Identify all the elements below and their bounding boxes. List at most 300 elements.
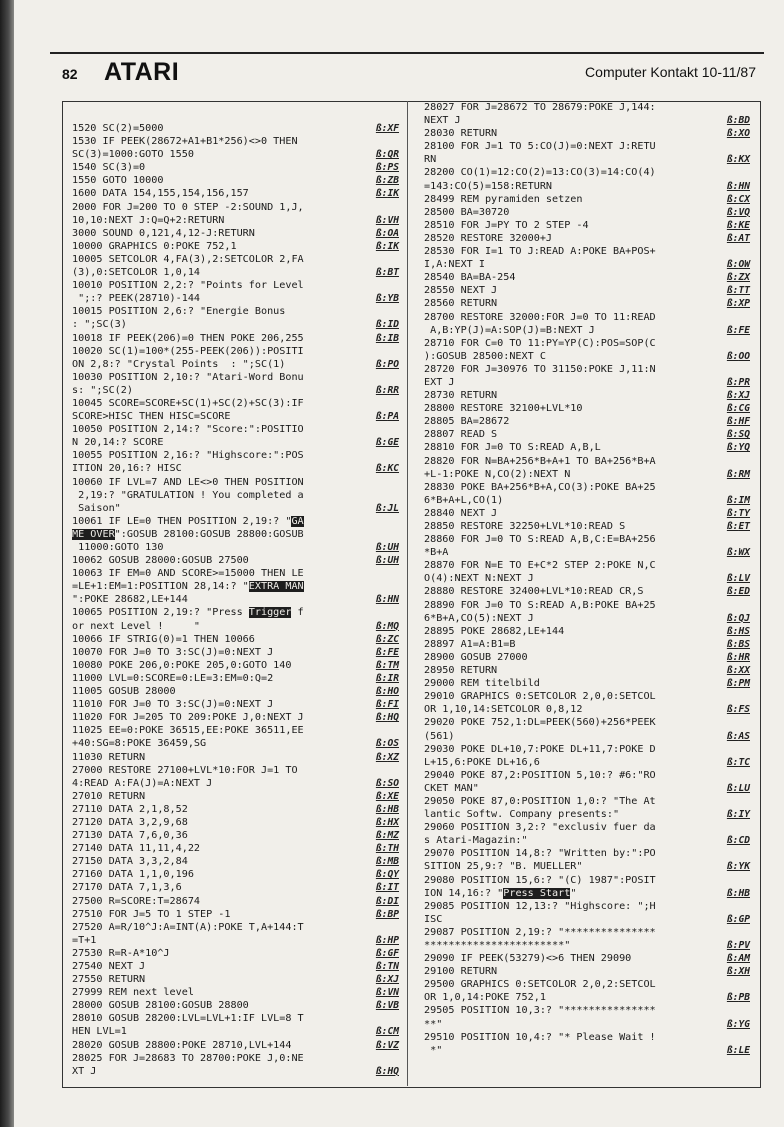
checksum-value: TY <box>738 507 750 519</box>
checksum-marker: ß: <box>375 123 388 134</box>
checksum-code <box>376 554 399 567</box>
code-text: 10045 SCORE=SCORE+SC(1)+SC(2)+SC(3):IF <box>72 397 304 409</box>
checksum-value: GP <box>738 913 750 925</box>
code-text: 27530 R=R-A*10^J <box>72 947 170 959</box>
code-text: 29087 POSITION 2,19:? "*************** <box>424 926 656 938</box>
code-text: 28010 GOSUB 28200:LVL=LVL+1:IF LVL=8 T <box>72 1013 304 1025</box>
checksum-value: IR <box>387 672 399 684</box>
checksum-marker: ß: <box>375 437 388 449</box>
code-line <box>72 711 399 724</box>
code-line <box>72 855 399 868</box>
code-text: HEN LVL=1 <box>72 1026 127 1038</box>
code-line <box>424 572 750 585</box>
code-text: 28800 RESTORE 32100+LVL*10 <box>424 403 583 415</box>
code-line <box>424 651 750 664</box>
checksum-value: TH <box>387 843 399 855</box>
code-text: : ";SC(3) <box>72 319 127 331</box>
code-line <box>72 410 399 423</box>
code-text: SITION 25,9:? "B. MUELLER" <box>424 861 583 873</box>
code-line <box>424 1018 750 1031</box>
checksum-value: KE <box>738 219 750 231</box>
code-text: 27140 DATA 11,11,4,22 <box>72 843 201 855</box>
checksum-code <box>376 620 399 633</box>
code-line <box>424 153 750 166</box>
checksum-marker: ß: <box>375 803 388 815</box>
code-line <box>424 494 750 507</box>
code-line <box>72 868 399 881</box>
checksum-value: IK <box>387 240 399 252</box>
code-line <box>72 214 399 227</box>
code-line <box>424 585 750 598</box>
checksum-code <box>727 1018 750 1031</box>
code-text: 28500 BA=30720 <box>424 206 510 218</box>
code-text-tail: ":GOSUB 28100:GOSUB 28800:GOSUB <box>114 528 304 540</box>
checksum-code <box>727 284 750 297</box>
checksum-marker: ß: <box>726 272 739 284</box>
checksum-marker: ß: <box>375 502 388 514</box>
checksum-marker: ß: <box>375 555 388 567</box>
column-divider <box>407 101 408 1086</box>
code-line <box>72 947 399 960</box>
checksum-value: XJ <box>387 974 399 986</box>
checksum-marker: ß: <box>726 953 739 965</box>
journal-issue: Computer Kontakt 10-11/87 <box>585 64 756 80</box>
code-text: **" <box>424 1018 443 1030</box>
checksum-code <box>376 842 399 855</box>
code-text: +40:SG=8:POKE 36459,SG <box>72 738 207 750</box>
checksum-value: ZB <box>387 175 399 187</box>
code-line <box>424 428 750 441</box>
checksum-marker: ß: <box>375 659 388 671</box>
checksum-marker: ß: <box>726 730 739 742</box>
code-text: 29000 REM titelbild <box>424 678 540 690</box>
checksum-value: HB <box>387 803 399 815</box>
code-line <box>424 193 750 206</box>
checksum-code <box>727 153 750 166</box>
code-line <box>424 874 750 887</box>
checksum-marker: ß: <box>726 259 739 271</box>
code-text: =T+1 <box>72 934 97 946</box>
code-line <box>72 737 399 750</box>
checksum-value: WX <box>738 547 750 559</box>
checksum-code <box>727 625 750 638</box>
checksum-marker: ß: <box>375 594 388 606</box>
code-line <box>424 965 750 978</box>
checksum-value: AT <box>738 232 750 244</box>
code-line <box>72 567 399 580</box>
checksum-value: AS <box>738 730 750 742</box>
code-text: 28840 NEXT J <box>424 507 498 519</box>
code-text: 10020 SC(1)=100*(255-PEEK(206)):POSITI <box>72 345 304 357</box>
checksum-marker: ß: <box>375 777 388 789</box>
checksum-code <box>727 638 750 651</box>
code-line <box>424 415 750 428</box>
code-line <box>72 515 399 528</box>
checksum-value: ZX <box>738 272 750 284</box>
code-line <box>72 318 399 331</box>
checksum-value: BD <box>738 115 750 127</box>
checksum-marker: ß: <box>726 913 739 925</box>
code-line <box>424 402 750 415</box>
checksum-value: FE <box>387 646 399 658</box>
checksum-code <box>376 908 399 921</box>
code-line <box>424 978 750 991</box>
checksum-code <box>376 318 399 331</box>
checksum-marker: ß: <box>375 1065 388 1077</box>
code-text: 3000 SOUND 0,121,4,12-J:RETURN <box>72 227 255 239</box>
code-line <box>424 271 750 284</box>
checksum-code <box>727 664 750 677</box>
code-line <box>72 332 399 345</box>
code-text: 28897 A1=A:B1=B <box>424 638 516 650</box>
code-text: 27130 DATA 7,6,0,36 <box>72 830 188 842</box>
checksum-value: ED <box>738 586 750 598</box>
code-line <box>72 305 399 318</box>
checksum-code <box>727 258 750 271</box>
code-line <box>424 808 750 821</box>
code-text: 10010 POSITION 2,2:? "Points for Level <box>72 280 304 292</box>
checksum-value: XF <box>387 123 399 134</box>
code-line <box>72 908 399 921</box>
code-line <box>72 1012 399 1025</box>
code-line <box>72 724 399 737</box>
checksum-code <box>376 1025 399 1038</box>
code-line <box>72 227 399 240</box>
checksum-code <box>376 777 399 790</box>
code-line <box>72 1065 399 1078</box>
checksum-marker: ß: <box>375 319 388 331</box>
checksum-marker: ß: <box>375 934 388 946</box>
code-line <box>72 384 399 397</box>
checksum-code <box>727 468 750 481</box>
code-line <box>424 887 750 900</box>
checksum-code <box>376 646 399 659</box>
checksum-code <box>376 999 399 1012</box>
checksum-code <box>727 939 750 952</box>
code-text: 10060 IF LVL=7 AND LE<>0 THEN POSITION <box>72 476 304 488</box>
code-text: 6*B+A+L,CO(1) <box>424 494 504 506</box>
checksum-value: YQ <box>738 442 750 454</box>
checksum-code <box>727 913 750 926</box>
code-text: 27540 NEXT J <box>72 961 146 972</box>
code-line <box>72 554 399 567</box>
code-text: 28550 NEXT J <box>424 285 498 297</box>
code-line <box>424 166 750 179</box>
code-text: 28510 FOR J=PY TO 2 STEP -4 <box>424 219 589 231</box>
code-text: 11005 GOSUB 28000 <box>72 686 176 698</box>
checksum-code <box>727 114 750 127</box>
code-text: 27000 RESTORE 27100+LVL*10:FOR J=1 TO <box>72 764 298 776</box>
code-text: OR 1,10,14:SETCOLOR 0,8,12 <box>424 704 583 716</box>
checksum-code <box>376 187 399 200</box>
code-text: 10015 POSITION 2,6:? "Energie Bonus <box>72 306 286 318</box>
checksum-marker: ß: <box>375 411 388 423</box>
checksum-value: TT <box>738 285 750 297</box>
code-line <box>424 533 750 546</box>
code-text: 10030 POSITION 2,10:? "Atari-Word Bonu <box>72 371 304 383</box>
code-line <box>72 240 399 253</box>
checksum-value: HQ <box>387 712 399 724</box>
code-line <box>72 528 399 541</box>
code-text: XT J <box>72 1065 97 1077</box>
code-text: 28830 POKE BA+256*B+A,CO(3):POKE BA+25 <box>424 481 656 493</box>
checksum-code <box>727 651 750 664</box>
checksum-code <box>727 180 750 193</box>
checksum-value: OO <box>738 350 750 362</box>
code-line <box>424 743 750 756</box>
code-line <box>72 633 399 646</box>
checksum-code <box>376 711 399 724</box>
checksum-value: MB <box>387 856 399 868</box>
checksum-value: HO <box>387 686 399 698</box>
checksum-code <box>727 271 750 284</box>
checksum-value: ZC <box>387 633 399 645</box>
checksum-code <box>727 127 750 140</box>
code-line <box>72 122 399 135</box>
code-text: 11030 RETURN <box>72 751 146 763</box>
checksum-marker: ß: <box>726 494 739 506</box>
code-text: 28020 GOSUB 28800:POKE 28710,LVL+144 <box>72 1039 292 1051</box>
code-line <box>424 389 750 402</box>
code-line <box>72 685 399 698</box>
checksum-code <box>376 410 399 423</box>
checksum-marker: ß: <box>375 542 388 553</box>
checksum-code <box>727 677 750 690</box>
code-text: 28000 GOSUB 28100:GOSUB 28800 <box>72 1000 249 1012</box>
checksum-value: KX <box>738 154 750 166</box>
checksum-code <box>376 266 399 279</box>
code-line <box>72 698 399 711</box>
code-line <box>424 324 750 337</box>
checksum-value: PO <box>387 358 399 370</box>
code-line <box>72 777 399 790</box>
code-line <box>424 664 750 677</box>
checksum-code <box>727 441 750 454</box>
checksum-value: TN <box>387 961 399 972</box>
checksum-value: CD <box>738 835 750 847</box>
code-line <box>424 219 750 232</box>
checksum-code <box>727 991 750 1004</box>
checksum-marker: ß: <box>375 686 388 698</box>
checksum-value: VN <box>387 987 399 999</box>
code-line <box>72 803 399 816</box>
code-line <box>72 449 399 462</box>
code-line <box>424 441 750 454</box>
checksum-value: VZ <box>387 1039 399 1051</box>
checksum-value: RR <box>387 384 399 396</box>
checksum-marker: ß: <box>375 987 388 999</box>
checksum-marker: ß: <box>726 507 739 519</box>
code-text: 29010 GRAPHICS 0:SETCOLOR 2,0,0:SETCOL <box>424 691 656 703</box>
checksum-code <box>727 756 750 769</box>
code-line <box>424 847 750 860</box>
checksum-value: CG <box>738 403 750 415</box>
code-text: NEXT J <box>424 115 461 127</box>
code-line <box>72 279 399 292</box>
checksum-value: GE <box>387 437 399 449</box>
code-text: ":POKE 28682,LE+144 <box>72 594 188 606</box>
checksum-code <box>727 350 750 363</box>
code-text: 28025 FOR J=28683 TO 28700:POKE J,0:NE <box>72 1052 304 1064</box>
checksum-code <box>376 436 399 449</box>
code-line <box>72 541 399 554</box>
code-text: *B+A <box>424 547 449 559</box>
checksum-value: LE <box>738 1044 750 1056</box>
code-text: 28860 FOR J=0 TO S:READ A,B,C:E=BA+256 <box>424 534 656 546</box>
code-text: 29050 POKE 87,0:POSITION 1,0:? "The At <box>424 795 656 807</box>
checksum-marker: ß: <box>375 672 388 684</box>
checksum-code <box>727 494 750 507</box>
checksum-marker: ß: <box>375 816 388 828</box>
code-text: 27120 DATA 3,2,9,68 <box>72 816 188 828</box>
code-text: 28100 FOR J=1 TO 5:CO(J)=0:NEXT J:RETU <box>424 141 656 153</box>
code-text: s: ";SC(2) <box>72 384 133 396</box>
code-line <box>72 659 399 672</box>
checksum-marker: ß: <box>726 651 739 663</box>
code-line <box>424 913 750 926</box>
code-text: I,A:NEXT I <box>424 259 485 271</box>
code-line <box>424 127 750 140</box>
code-line <box>424 795 750 808</box>
code-line <box>72 253 399 266</box>
code-line <box>72 973 399 986</box>
checksum-value: XJ <box>738 390 750 402</box>
checksum-marker: ß: <box>375 149 388 161</box>
checksum-code <box>376 1039 399 1052</box>
code-text: EXT J <box>424 376 455 388</box>
code-text: 28950 RETURN <box>424 665 498 677</box>
checksum-marker: ß: <box>726 180 739 192</box>
code-text: 27150 DATA 3,3,2,84 <box>72 856 188 868</box>
code-text: 28710 FOR C=0 TO 11:PY=YP(C):POS=SOP(C <box>424 337 656 349</box>
checksum-code <box>727 219 750 232</box>
code-text-tail: f <box>291 607 304 619</box>
checksum-code <box>727 730 750 743</box>
listing-column-left <box>72 122 399 1078</box>
listing-column-right <box>424 101 750 1057</box>
code-text: s Atari-Magazin:" <box>424 835 528 847</box>
code-text: ON 2,8:? "Crystal Points : ";SC(1) <box>72 358 286 370</box>
checksum-value: XH <box>738 966 750 978</box>
checksum-marker: ß: <box>375 1039 388 1051</box>
code-line <box>72 462 399 475</box>
checksum-marker: ß: <box>726 232 739 244</box>
code-line <box>72 790 399 803</box>
checksum-value: QJ <box>738 612 750 624</box>
checksum-value: FS <box>738 704 750 716</box>
code-text: 27160 DATA 1,1,0,196 <box>72 869 194 881</box>
checksum-code <box>727 952 750 965</box>
checksum-marker: ß: <box>375 699 388 711</box>
checksum-value: ET <box>738 521 750 532</box>
code-text: 27110 DATA 2,1,8,52 <box>72 803 188 815</box>
checksum-marker: ß: <box>726 376 739 388</box>
code-text: 28895 POKE 28682,LE+144 <box>424 625 565 637</box>
checksum-value: HN <box>387 594 399 606</box>
checksum-code <box>727 297 750 310</box>
code-text: 10066 IF STRIG(0)=1 THEN 10066 <box>72 633 255 645</box>
checksum-value: HF <box>738 416 750 428</box>
checksum-marker: ß: <box>375 830 388 842</box>
checksum-marker: ß: <box>726 416 739 428</box>
checksum-code <box>376 1065 399 1078</box>
code-text: ION 14,16:? " <box>424 887 504 899</box>
checksum-value: LV <box>738 573 750 585</box>
code-line <box>424 638 750 651</box>
code-line <box>72 187 399 200</box>
checksum-code <box>727 402 750 415</box>
code-line <box>72 292 399 305</box>
inverse-video-text: EXTRA MAN <box>248 581 304 593</box>
checksum-marker: ß: <box>726 586 739 598</box>
checksum-marker: ß: <box>375 188 388 200</box>
code-text: CKET MAN" <box>424 782 479 794</box>
checksum-marker: ß: <box>375 214 388 226</box>
checksum-marker: ß: <box>726 324 739 336</box>
code-text: 11025 EE=0:POKE 36515,EE:POKE 36511,EE <box>72 725 304 737</box>
checksum-code <box>376 161 399 174</box>
checksum-value: UH <box>387 555 399 567</box>
checksum-marker: ß: <box>726 350 739 362</box>
checksum-code <box>727 703 750 716</box>
checksum-marker: ß: <box>726 625 739 637</box>
code-text: 2000 FOR J=200 TO 0 STEP -2:SOUND 1,J, <box>72 201 304 213</box>
code-line <box>424 730 750 743</box>
checksum-marker: ß: <box>375 646 388 658</box>
checksum-value: JL <box>387 502 399 514</box>
checksum-code <box>376 227 399 240</box>
code-text: 28200 CO(1)=12:CO(2)=13:CO(3)=14:CO(4) <box>424 167 656 179</box>
code-line <box>424 140 750 153</box>
checksum-code <box>727 324 750 337</box>
checksum-marker: ß: <box>726 678 739 690</box>
code-text: A,B:YP(J)=A:SOP(J)=B:NEXT J <box>424 324 595 336</box>
checksum-marker: ß: <box>726 861 739 873</box>
code-line <box>72 934 399 947</box>
code-text: 28499 REM pyramiden setzen <box>424 193 583 205</box>
code-line <box>424 284 750 297</box>
checksum-value: FI <box>387 699 399 711</box>
checksum-marker: ß: <box>726 887 739 899</box>
checksum-code <box>376 698 399 711</box>
checksum-value: TM <box>387 659 399 671</box>
code-line <box>424 337 750 350</box>
code-text: 27510 FOR J=5 TO 1 STEP -1 <box>72 908 231 920</box>
checksum-code <box>376 358 399 371</box>
code-text: 28027 FOR J=28672 TO 28679:POKE J,144: <box>424 102 656 113</box>
code-line <box>72 1052 399 1065</box>
checksum-marker: ß: <box>726 665 739 677</box>
code-line <box>72 895 399 908</box>
code-line <box>72 476 399 489</box>
code-line <box>72 371 399 384</box>
checksum-code <box>727 232 750 245</box>
checksum-value: IB <box>387 332 399 344</box>
code-text: 2,19:? "GRATULATION ! You completed a <box>72 489 304 501</box>
code-text: 28880 RESTORE 32400+LVL*10:READ CR,S <box>424 586 644 598</box>
code-text: ***********************" <box>424 940 571 951</box>
code-text: 28870 FOR N=E TO E+C*2 STEP 2:POKE N,C <box>424 560 656 572</box>
code-text: 27010 RETURN <box>72 790 146 802</box>
checksum-code <box>376 214 399 227</box>
checksum-marker: ß: <box>375 1000 388 1012</box>
code-line <box>424 258 750 271</box>
code-text: 10050 POSITION 2,14:? "Score:":POSITIO <box>72 424 304 436</box>
checksum-marker: ß: <box>726 612 739 624</box>
checksum-code <box>376 973 399 986</box>
code-line <box>72 397 399 410</box>
code-text: 10070 FOR J=0 TO 3:SC(J)=0:NEXT J <box>72 646 274 658</box>
